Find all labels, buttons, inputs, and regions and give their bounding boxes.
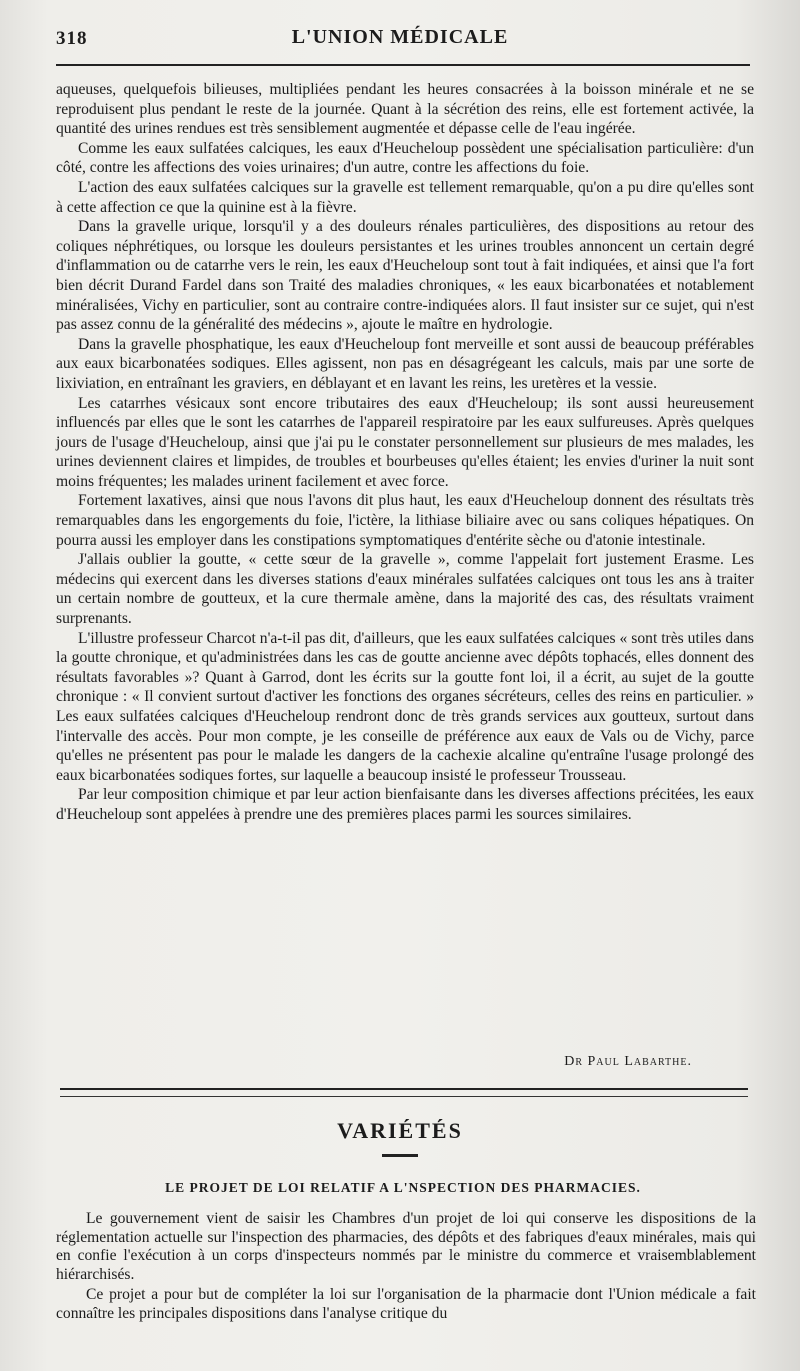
paragraph: Ce projet a pour but de compléter la loi sur l'organisation de la pharmacie dont l'Union médicale a fait connaître les principales dispositions dans l'analyse critique du: [56, 1286, 756, 1322]
paragraph: Le gouvernement vient de saisir les Chambres d'un projet de loi qui conserve les dispositions de la réglementation actuelle sur l'inspection des pharmacies, des dépôts et des fabriques d'eaux minérales, mais qui en confie l'exécution à un corps d'inspecteurs nommés par le ministre du commerce et vraisemblablement hiérarchisés.: [56, 1210, 756, 1283]
paragraph: Par leur composition chimique et par leur action bienfaisante dans les diverses affections précitées, les eaux d'Heucheloup sont appelées à prendre une des premières places parmi les sources similaires.: [56, 786, 754, 823]
paragraph: L'illustre professeur Charcot n'a-t-il pas dit, d'ailleurs, que les eaux sulfatées calciques « sont très utiles dans la goutte chronique, et qu'administrées dans les cas de goutte ancienne avec dépôts tophacés, elles donnent des résultats favorables »? Quant à Garrod, dont les écrits sur la goutte font loi, il a écrit, au sujet de la goutte chronique : « Il convient surtout d'activer les fonctions des organes sécréteurs, celles des reins en particulier. » Les eaux sulfatées calciques d'Heucheloup rendront donc de très grands services aux goutteux, surtout dans l'intervalle des accès. Pour mon compte, je les conseille de préférence aux eaux de Vals ou de Vichy, parce qu'elles ne présentent pas pour le malade les dangers de la cachexie alcaline qu'entraîne l'usage prolongé des eaux bicarbonatées sodiques fortes, sur laquelle a beaucoup insisté le professeur Trousseau.: [56, 629, 754, 784]
article-body: [56, 80, 754, 825]
page-header: [0, 26, 800, 56]
section-divider: [60, 1088, 748, 1097]
running-title: L'UNION MÉDICALE: [291, 26, 509, 48]
paragraph: Les catarrhes vésicaux sont encore tributaires des eaux d'Heucheloup; ils sont aussi heureusement influencés par elles que le sont les catarrhes de l'appareil respiratoire par les eaux sulfureuses. Après quelques jours de l'usage d'Heucheloup, ainsi que j'ai pu le constater personnellement sur plusieurs de mes malades, les urines deviennent claires et limpides, de troubles et bourbeuses qu'elles étaient; les envies d'uriner la nuit sont moins fréquentes; les malades urinent facilement et avec force.: [56, 394, 754, 490]
author-signature: Dr Paul Labarthe.: [564, 1054, 692, 1069]
paragraph: J'allais oublier la goutte, « cette sœur de la gravelle », comme l'appelait fort justement Erasme. Les médecins qui exercent dans les diverses stations d'eaux minérales sulfatées calciques ont tous les ans à traiter un certain nombre de goutteux, et la cure thermale amène, dans la majorité des cas, des résultats vraiment surprenants.: [56, 551, 754, 628]
paragraph: aqueuses, quelquefois bilieuses, multipliées pendant les heures consacrées à la boisson minérale et ne se reproduisent plus pendant le reste de la journée. Quant à la sécrétion des reins, elle est fortement activée, la quantité des urines rendues est très sensiblement augmentée et dépasse celle de l'eau ingérée.: [56, 81, 754, 138]
paragraph: L'action des eaux sulfatées calciques sur la gravelle est tellement remarquable, qu'on a pu dire qu'elles sont à cette affection ce que la quinine est à la fièvre.: [56, 178, 754, 216]
section-title: VARIÉTÉS: [337, 1118, 463, 1143]
article-title: LE PROJET DE LOI RELATIF A L'NSPECTION DES PHARMACIES.: [165, 1180, 641, 1195]
page-number: 318: [56, 28, 88, 49]
paragraph: Dans la gravelle urique, lorsqu'il y a des douleurs rénales particulières, des dispositions au retour des coliques néphrétiques, ou lorsque les douleurs persistantes et les urines troubles annoncent un certain degré d'inflammation ou de catarrhe vers le rein, les eaux d'Heucheloup sont tout à fait indiquées, et ainsi que l'a fort bien décrit Durand Fardel dans son Traité des maladies chroniques, « les eaux bicarbonatées et notablement minéralisées, Vichy en particulier, sont au contraire contre-indiquées alors. Il faut insister sur ce sujet, qui n'est pas assez connu de la généralité des médecins », ajoute le maître en hydrologie.: [56, 218, 754, 334]
title-dash: [382, 1154, 418, 1157]
paragraph: Dans la gravelle phosphatique, les eaux d'Heucheloup font merveille et sont aussi de beaucoup préférables aux eaux bicarbonatées sodiques. Elles agissent, non pas en désagrégeant les calculs, mais par une sorte de lixiviation, en entraînant les graviers, en déblayant et en lavant les reins, les uretères et la vessie.: [56, 335, 754, 392]
paragraph: Fortement laxatives, ainsi que nous l'avons dit plus haut, les eaux d'Heucheloup donnent des résultats très remarquables dans les engorgements du foie, l'ictère, la lithiase biliaire avec ou sans coliques hépatiques. On pourra aussi les employer dans les constipations symptomatiques d'entérite sèche ou d'atonie intestinale.: [56, 492, 754, 549]
second-article-body: [56, 1210, 756, 1325]
paragraph: Comme les eaux sulfatées calciques, les eaux d'Heucheloup possèdent une spécialisation particulière: d'un côté, contre les affections des voies urinaires; d'un autre, contre les affections du foie.: [56, 139, 754, 177]
header-rule: [56, 64, 750, 66]
